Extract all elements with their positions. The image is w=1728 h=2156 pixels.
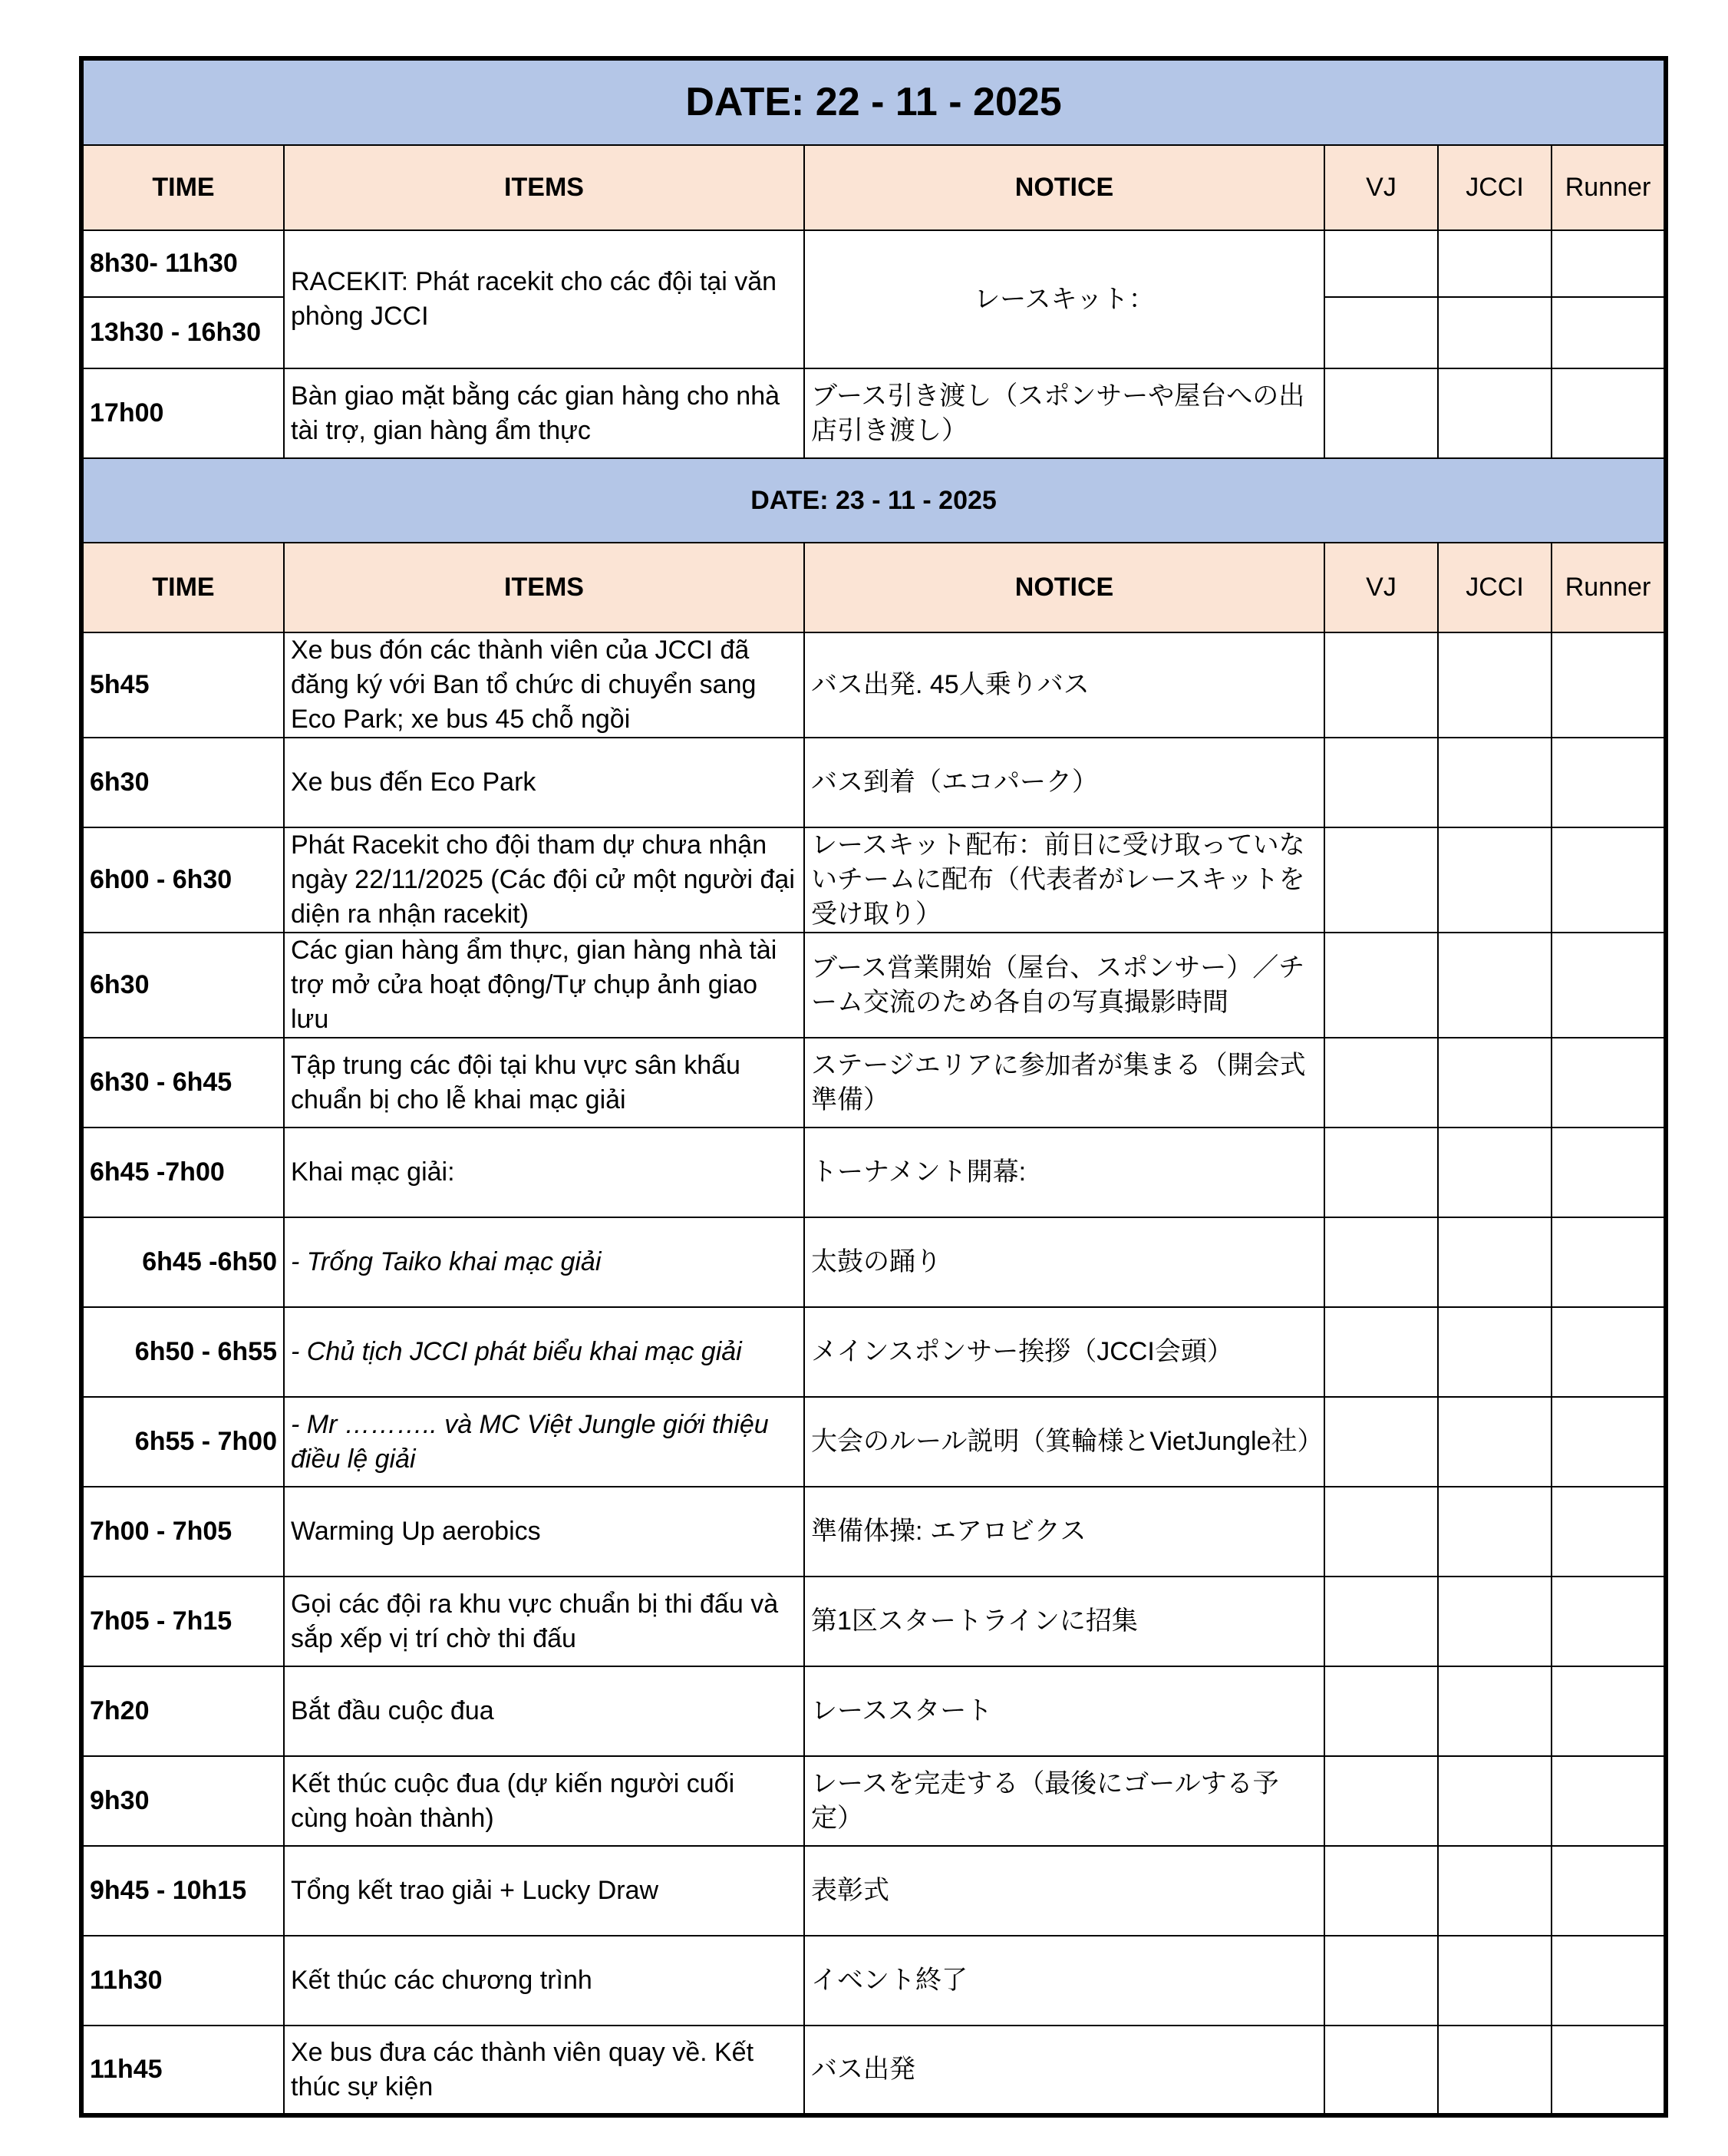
row-notice: メインスポンサー挨拶（JCCI会頭） bbox=[804, 1307, 1324, 1397]
racekit-item: RACEKIT: Phát racekit cho các đội tại văn phòng JCCI bbox=[284, 230, 804, 368]
booth-time: 17h00 bbox=[81, 368, 284, 458]
table-row bbox=[81, 632, 1666, 738]
table-row bbox=[81, 1846, 1666, 1936]
check-cell-jcci bbox=[1438, 1666, 1552, 1756]
day1-title-row bbox=[81, 58, 1666, 145]
check-cell-vj bbox=[1324, 1307, 1438, 1397]
day1-header-runner: Runner bbox=[1552, 145, 1666, 230]
table-row bbox=[81, 1038, 1666, 1128]
row-time: 7h00 - 7h05 bbox=[81, 1487, 284, 1577]
check-cell-vj bbox=[1324, 1666, 1438, 1756]
row-time: 11h30 bbox=[81, 1936, 284, 2026]
row-time: 9h30 bbox=[81, 1756, 284, 1846]
check-cell-runner bbox=[1552, 632, 1666, 738]
check-cell-vj bbox=[1324, 1397, 1438, 1487]
day1-header-row bbox=[81, 145, 1666, 230]
check-cell-runner bbox=[1552, 738, 1666, 827]
table-row bbox=[81, 933, 1666, 1038]
row-time: 6h30 - 6h45 bbox=[81, 1038, 284, 1128]
check-cell-runner bbox=[1552, 1756, 1666, 1846]
day2-header-runner: Runner bbox=[1552, 543, 1666, 632]
check-cell-jcci bbox=[1438, 1217, 1552, 1307]
row-notice: 大会のルール説明（箕輪様とVietJungle社） bbox=[804, 1397, 1324, 1487]
check-cell-vj bbox=[1324, 827, 1438, 933]
check-cell-jcci bbox=[1438, 1038, 1552, 1128]
row-notice: イベント終了 bbox=[804, 1936, 1324, 2026]
check-cell-jcci bbox=[1438, 738, 1552, 827]
check-cell-jcci bbox=[1438, 1577, 1552, 1666]
table-row bbox=[81, 1307, 1666, 1397]
check-cell-runner bbox=[1552, 297, 1666, 368]
day2-date-title: DATE: 23 - 11 - 2025 bbox=[81, 458, 1666, 543]
check-cell-vj bbox=[1324, 1756, 1438, 1846]
row-item: Phát Racekit cho đội tham dự chưa nhận ngày 22/11/2025 (Các đội cử một người đại diện ra nhận racekit) bbox=[284, 827, 804, 933]
racekit-notice: レースキット： bbox=[804, 230, 1324, 368]
row-time: 6h30 bbox=[81, 738, 284, 827]
day2-header-notice: NOTICE bbox=[804, 543, 1324, 632]
table-row bbox=[81, 2026, 1666, 2115]
row-notice: 表彰式 bbox=[804, 1846, 1324, 1936]
day2-header-jcci: JCCI bbox=[1438, 543, 1552, 632]
row-item: Kết thúc các chương trình bbox=[284, 1936, 804, 2026]
check-cell-runner bbox=[1552, 1397, 1666, 1487]
check-cell-vj bbox=[1324, 933, 1438, 1038]
row-time: 7h20 bbox=[81, 1666, 284, 1756]
check-cell-vj bbox=[1324, 1217, 1438, 1307]
table-row bbox=[81, 1487, 1666, 1577]
row-time: 7h05 - 7h15 bbox=[81, 1577, 284, 1666]
table-row bbox=[81, 1936, 1666, 2026]
check-cell-runner bbox=[1552, 1487, 1666, 1577]
table-row bbox=[81, 1128, 1666, 1217]
day2-header-row bbox=[81, 543, 1666, 632]
row-time: 5h45 bbox=[81, 632, 284, 738]
row-notice: 太鼓の踊り bbox=[804, 1217, 1324, 1307]
day2-title-row bbox=[81, 458, 1666, 543]
check-cell-runner bbox=[1552, 1846, 1666, 1936]
check-cell-runner bbox=[1552, 2026, 1666, 2115]
row-item: Xe bus đưa các thành viên quay về. Kết thúc sự kiện bbox=[284, 2026, 804, 2115]
day1-header-items: ITEMS bbox=[284, 145, 804, 230]
day1-header-jcci: JCCI bbox=[1438, 145, 1552, 230]
table-row bbox=[81, 1397, 1666, 1487]
row-time: 6h45 -7h00 bbox=[81, 1128, 284, 1217]
row-notice: レースを完走する（最後にゴールする予定） bbox=[804, 1756, 1324, 1846]
check-cell-runner bbox=[1552, 1217, 1666, 1307]
row-item: Các gian hàng ẩm thực, gian hàng nhà tài trợ mở cửa hoạt động/Tự chụp ảnh giao lưu bbox=[284, 933, 804, 1038]
booth-item: Bàn giao mặt bằng các gian hàng cho nhà tài trợ, gian hàng ẩm thực bbox=[284, 368, 804, 458]
row-time: 11h45 bbox=[81, 2026, 284, 2115]
check-cell-vj bbox=[1324, 1577, 1438, 1666]
row-time: 9h45 - 10h15 bbox=[81, 1846, 284, 1936]
row-item: Xe bus đón các thành viên của JCCI đã đăng ký với Ban tổ chức di chuyển sang Eco Park; xe bus 45 chỗ ngồi bbox=[284, 632, 804, 738]
row-notice: ブース営業開始（屋台、スポンサー）／チーム交流のため各自の写真撮影時間 bbox=[804, 933, 1324, 1038]
day1-header-time: TIME bbox=[81, 145, 284, 230]
check-cell-runner bbox=[1552, 827, 1666, 933]
day2-header-time: TIME bbox=[81, 543, 284, 632]
row-item: - Mr ……….. và MC Việt Jungle giới thiệu điều lệ giải bbox=[284, 1397, 804, 1487]
check-cell-vj bbox=[1324, 738, 1438, 827]
check-cell-vj bbox=[1324, 230, 1438, 297]
table-row bbox=[81, 1577, 1666, 1666]
row-time: 6h00 - 6h30 bbox=[81, 827, 284, 933]
check-cell-runner bbox=[1552, 1577, 1666, 1666]
check-cell-jcci bbox=[1438, 1128, 1552, 1217]
check-cell-runner bbox=[1552, 368, 1666, 458]
day1-racekit-row-a bbox=[81, 230, 1666, 297]
check-cell-vj bbox=[1324, 1038, 1438, 1128]
schedule-table bbox=[79, 56, 1668, 2118]
racekit-time-afternoon: 13h30 - 16h30 bbox=[81, 297, 284, 368]
table-row bbox=[81, 738, 1666, 827]
check-cell-jcci bbox=[1438, 368, 1552, 458]
row-time: 6h45 -6h50 bbox=[81, 1217, 284, 1307]
row-notice: 準備体操: エアロビクス bbox=[804, 1487, 1324, 1577]
table-row bbox=[81, 1756, 1666, 1846]
row-time: 6h50 - 6h55 bbox=[81, 1307, 284, 1397]
day1-header-notice: NOTICE bbox=[804, 145, 1324, 230]
check-cell-jcci bbox=[1438, 297, 1552, 368]
row-notice: バス出発. 45人乗りバス bbox=[804, 632, 1324, 738]
check-cell-runner bbox=[1552, 1936, 1666, 2026]
check-cell-jcci bbox=[1438, 1397, 1552, 1487]
check-cell-jcci bbox=[1438, 933, 1552, 1038]
row-item: Gọi các đội ra khu vực chuẩn bị thi đấu và sắp xếp vị trí chờ thi đấu bbox=[284, 1577, 804, 1666]
table-row bbox=[81, 1666, 1666, 1756]
row-notice: ステージエリアに参加者が集まる（開会式準備） bbox=[804, 1038, 1324, 1128]
row-item: - Trống Taiko khai mạc giải bbox=[284, 1217, 804, 1307]
check-cell-jcci bbox=[1438, 2026, 1552, 2115]
day2-header-vj: VJ bbox=[1324, 543, 1438, 632]
check-cell-runner bbox=[1552, 1307, 1666, 1397]
row-item: Kết thúc cuộc đua (dự kiến người cuối cùng hoàn thành) bbox=[284, 1756, 804, 1846]
row-item: Warming Up aerobics bbox=[284, 1487, 804, 1577]
row-time: 6h55 - 7h00 bbox=[81, 1397, 284, 1487]
check-cell-vj bbox=[1324, 1936, 1438, 2026]
row-item: Bắt đầu cuộc đua bbox=[284, 1666, 804, 1756]
row-time: 6h30 bbox=[81, 933, 284, 1038]
check-cell-runner bbox=[1552, 1128, 1666, 1217]
row-notice: 第1区スタートラインに招集 bbox=[804, 1577, 1324, 1666]
row-notice: バス到着（エコパーク） bbox=[804, 738, 1324, 827]
check-cell-jcci bbox=[1438, 632, 1552, 738]
row-notice: バス出発 bbox=[804, 2026, 1324, 2115]
row-notice: トーナメント開幕: bbox=[804, 1128, 1324, 1217]
booth-notice: ブース引き渡し（スポンサーや屋台への出店引き渡し） bbox=[804, 368, 1324, 458]
row-item: Xe bus đến Eco Park bbox=[284, 738, 804, 827]
check-cell-vj bbox=[1324, 632, 1438, 738]
row-notice: レーススタート bbox=[804, 1666, 1324, 1756]
check-cell-jcci bbox=[1438, 827, 1552, 933]
day1-header-vj: VJ bbox=[1324, 145, 1438, 230]
check-cell-jcci bbox=[1438, 1756, 1552, 1846]
table-row bbox=[81, 1217, 1666, 1307]
check-cell-jcci bbox=[1438, 1487, 1552, 1577]
check-cell-vj bbox=[1324, 1128, 1438, 1217]
row-item: Khai mạc giải: bbox=[284, 1128, 804, 1217]
row-item: Tổng kết trao giải + Lucky Draw bbox=[284, 1846, 804, 1936]
check-cell-vj bbox=[1324, 1487, 1438, 1577]
check-cell-vj bbox=[1324, 1846, 1438, 1936]
check-cell-jcci bbox=[1438, 1307, 1552, 1397]
row-item: Tập trung các đội tại khu vực sân khấu chuẩn bị cho lễ khai mạc giải bbox=[284, 1038, 804, 1128]
row-notice: レースキット配布：前日に受け取っていないチームに配布（代表者がレースキットを受け取り） bbox=[804, 827, 1324, 933]
check-cell-runner bbox=[1552, 933, 1666, 1038]
check-cell-runner bbox=[1552, 1666, 1666, 1756]
check-cell-jcci bbox=[1438, 230, 1552, 297]
check-cell-runner bbox=[1552, 230, 1666, 297]
day1-date-title: DATE: 22 - 11 - 2025 bbox=[81, 58, 1666, 145]
check-cell-vj bbox=[1324, 297, 1438, 368]
check-cell-vj bbox=[1324, 2026, 1438, 2115]
check-cell-jcci bbox=[1438, 1936, 1552, 2026]
check-cell-jcci bbox=[1438, 1846, 1552, 1936]
day1-booth-row bbox=[81, 368, 1666, 458]
check-cell-vj bbox=[1324, 368, 1438, 458]
racekit-time-morning: 8h30- 11h30 bbox=[81, 230, 284, 297]
check-cell-runner bbox=[1552, 1038, 1666, 1128]
row-item: - Chủ tịch JCCI phát biểu khai mạc giải bbox=[284, 1307, 804, 1397]
day2-header-items: ITEMS bbox=[284, 543, 804, 632]
table-row bbox=[81, 827, 1666, 933]
